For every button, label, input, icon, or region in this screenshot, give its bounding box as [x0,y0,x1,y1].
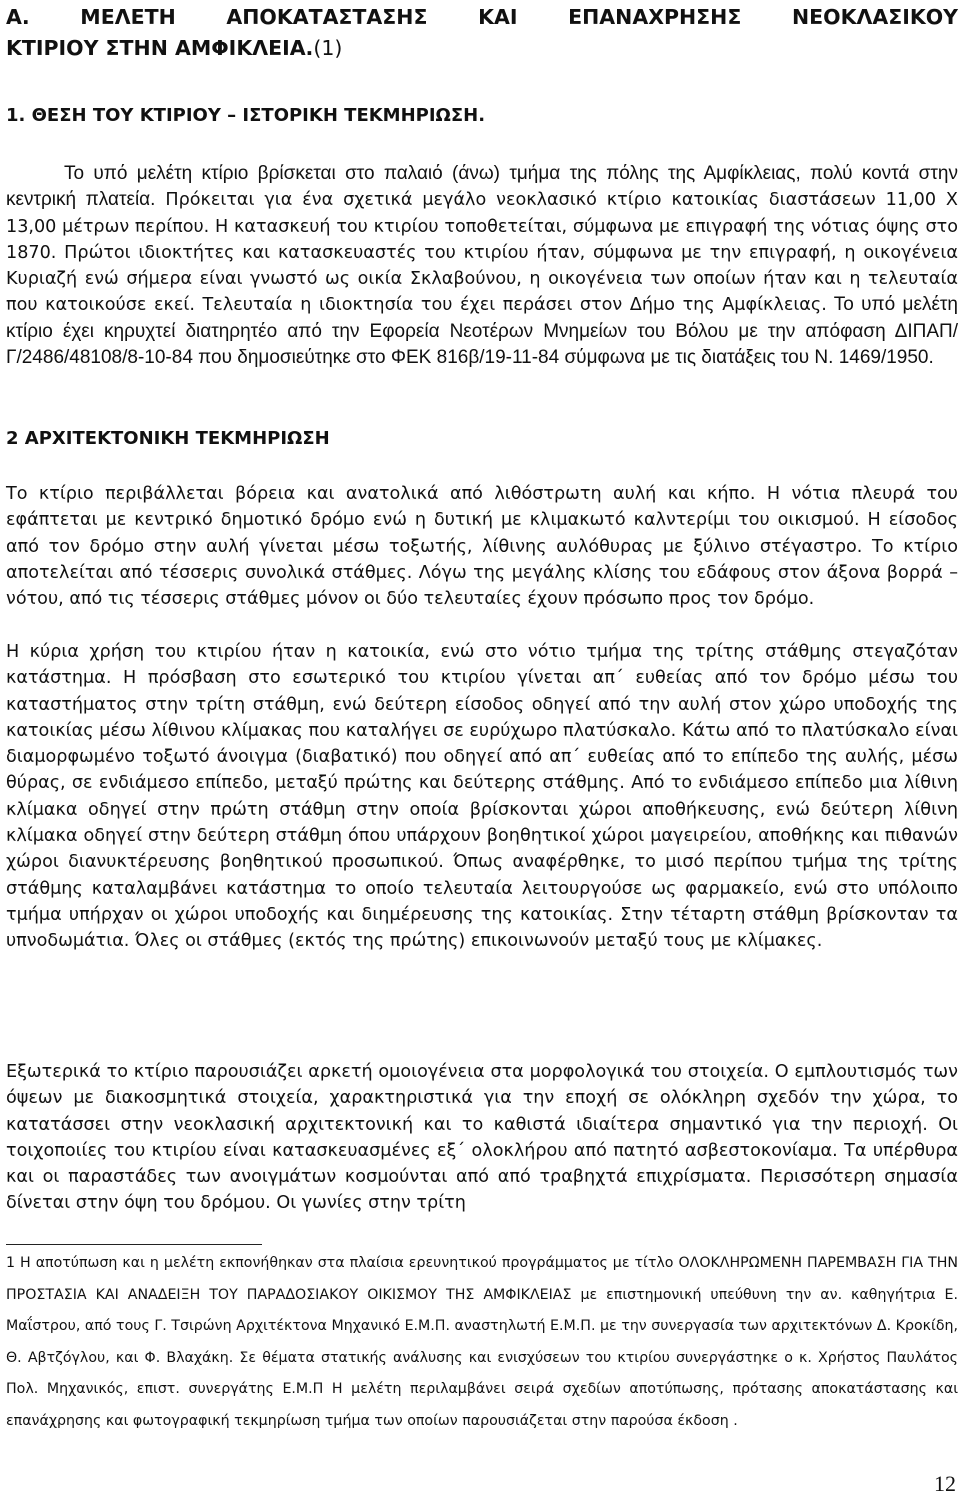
section-1-text-a: Το υπό μελέτη κτίριο βρίσκεται στο παλαιό (άνω) τμήμα της πόλης της Αμφίκλειας, πολύ κοντά στην κεντρική πλατεία. [6,163,958,211]
section-1-heading: 1. ΘΕΣΗ ΤΟΥ ΚΤΙΡΙΟΥ – ΙΣΤΟΡΙΚΗ ΤΕΚΜΗΡΙΩΣΗ. [6,105,486,126]
section-1-text-d: Το υπό μελέτη κτίριο έχει κηρυχτεί διατηρητέο από την Εφορεία Νεοτέρων Μνημείων του Βόλου με την απόφαση ΔΙΠΑΠ/Γ/2486/48108/8-10-84 που δημοσιεύτηκε στο ΦΕΚ 816β/19-11-84 σύμφωνα με τις διατάξεις του Ν. 1469/1950. [6,294,958,369]
document-page [6,0,958,1505]
section-2-paragraph-1: Το κτίριο περιβάλλεται βόρεια και ανατολικά από λιθόστρωτη αυλή και κήπο. Η νότια πλευρά του εφάπτεται με κεντρικό δημοτικό δρόμο ενώ η δυτική με κλιμακωτό καλντερίμι του οικισμού. Η είσοδος από τον δρόμο στην αυλή γίνεται μέσω τοξωτής, λίθινης αυλόθυρας με ξύλινο στέγαστρο. Το κτίριο αποτελείται από τέσσερις συνολικά στάθμες. Λόγω της μεγάλης κλίσης του εδάφους στον άξονα βορρά – νότου, από τις τέσσερις στάθμες μόνον οι δύο τελευταίες έχουν πρόσωπο προς τον δρόμο. [6,484,958,610]
section-1-text-c: Πρώτοι ιδιοκτήτες και κατασκευαστές του κτιρίου ήταν, σύμφωνα με την επιγραφή, η οικογένεια Κυριαζή ενώ σήμερα είναι γνωστό ως οικία Σκλαβούνου, η οικογένεια των οποίων ήταν και η τελευταία που κατοικούσε εκεί. Τελευταία η ιδιοκτησία του έχει περάσει στον Δήμο της Αμφίκλειας. [6,242,958,316]
section-2-paragraph-2: Η κύρια χρήση του κτιρίου ήταν η κατοικία, ενώ στο νότιο τμήμα της τρίτης στάθμης στεγαζόταν κατάστημα. Η πρόσβαση στο εσωτερικό του κτιρίου γίνεται απ΄ ευθείας από τον δρόμο μέσω του καταστήματος στην τρίτη στάθμη, ενώ δεύτερη είσοδος οδηγεί από την αυλή στον χώρο υποδοχής της κατοικίας μέσω λίθινου κλίμακας που καταλήγει σε ευρύχωρο πλατύσκαλο. Κάτω από το πλατύσκαλο είναι διαμορφωμένο τοξωτό άνοιγμα (διαβατικό) που οδηγεί από απ΄ ευθείας από το επίπεδο της αυλής, μέσω θύρας, σε ενδιάμεσο επίπεδο, μεταξύ πρώτης και δεύτερης στάθμης. Από το ενδιάμεσο επίπεδο μια λίθινη κλίμακα οδηγεί στην πρώτη στάθμη στην οποία βρίσκονται χώροι αποθήκευσης, ενώ δεύτερη λίθινη κλίμακα οδηγεί στην δεύτερη στάθμη όπου υπάρχουν βοηθητικοί χώροι μαγειρείου, αποθήκης και πιθανών χώροι διανυκτέρευσης βοηθητικού προσωπικού. Όπως αναφέρθηκε, το μισό περίπου τμήμα της τρίτης στάθμης καταλαμβάνει κατάστημα το οποίο τελευταία λειτουργούσε ως φαρμακείο, ενώ στο υπόλοιπο τμήμα υπήρχαν οι χώροι υποδοχής και διημέρευσης της κατοικίας. Στην τέταρτη στάθμη βρίσκονταν τα υπνοδωμάτια. Όλες οι στάθμες (εκτός της πρώτης) επικοινωνούν μεταξύ τους με κλίμακες. [6,642,958,952]
page-number: 12 [934,1471,956,1496]
section-2-paragraph-3: Εξωτερικά το κτίριο παρουσιάζει αρκετή ομοιογένεια στα μορφολογικά του στοιχεία. Ο εμπλουτισμός των όψεων με διακοσμητικά στοιχεία, χαρακτηριστικά για την εποχή σε ολόκληρη σχεδόν την χώρα, το κατατάσσει στην νεοκλασική αρχιτεκτονική και το καθιστά ιδιαίτερα σημαντικό για την περιοχή. Οι τοιχοποιίες του κτιρίου είναι κατασκευασμένες εξ΄ ολοκλήρου από πατητό ασβεστοκονίαμα. Τα υπέρθυρα και οι παραστάδες των ανοιγμάτων κοσμούνται από από τραβηχτά επιχρίσματα. Περισσότερη σημασία δίνεται στην όψη του δρόμου. Οι γωνίες στην τρίτη [6,1062,958,1214]
footnote-separator [6,1244,262,1245]
section-1-paragraph [6,161,958,371]
footnote-reference[interactable]: (1) [313,36,343,60]
section-1-text-b: Πρόκειται για ένα σχετικά μεγάλο νεοκλασικό κτίριο κατοικίας διαστάσεων 11,00 Χ 13,00 μέτρων περίπου. Η κατασκευή του κτιρίου τοποθετείται, σύμφωνα με επιγραφή της νότιας όψης στο 1870. [6,190,958,263]
footnote: 1 Η αποτύπωση και η μελέτη εκπονήθηκαν στα πλαίσια ερευνητικού προγράμματος με τίτλο ΟΛΟΚΛΗΡΩΜΕΝΗ ΠΑΡΕΜΒΑΣΗ ΓΙΑ ΤΗΝ ΠΡΟΣΤΑΣΙΑ ΚΑΙ ΑΝΑΔΕΙΞΗ ΤΟΥ ΠΑΡΑΔΟΣΙΑΚΟΥ ΟΙΚΙΣΜΟΥ ΤΗΣ ΑΜΦΙΚΛΕΙΑΣ με επιστημονική υπεύθυνη την αν. καθηγήτρια Ε. Μαΐστρου, από τους Γ. Τσιρώνη Αρχιτέκτονα Μηχανικό Ε.Μ.Π. αναστηλωτή Ε.Μ.Π. με την συνεργασία των αρχιτεκτόνων Δ. Κροκίδη, Θ. Αβτζόγλου, και Φ. Βλαχάκη. Σε θέματα στατικής ανάλυσης και ενισχύσεων του κτιρίου συνεργάστηκε ο κ. Χρήστος Παυλάτος Πολ. Μηχανικός, επιστ. συνεργάτης Ε.Μ.Π Η μελέτη περιλαμβάνει σειρά σχεδίων αποτύπωσης, πρότασης αποκατάστασης και επανάχρησης και φωτογραφική τεκμηρίωση τμήμα των οποίων παρουσιάζεται στην παρούσα έκδοση . [6,1255,958,1429]
document-title-line-2 [6,33,342,64]
document-title-text: ΚΤΙΡΙΟΥ ΣΤΗΝ ΑΜΦΙΚΛΕΙΑ. [6,36,314,60]
section-2-heading: 2 ΑΡΧΙΤΕΚΤΟΝΙΚΗ ΤΕΚΜΗΡΙΩΣΗ [6,428,330,449]
document-title-line-1: Α. ΜΕΛΕΤΗ ΑΠΟΚΑΤΑΣΤΑΣΗΣ ΚΑΙ ΕΠΑΝΑΧΡΗΣΗΣ ΝΕΟΚΛΑΣΙΚΟΥ [6,5,958,29]
